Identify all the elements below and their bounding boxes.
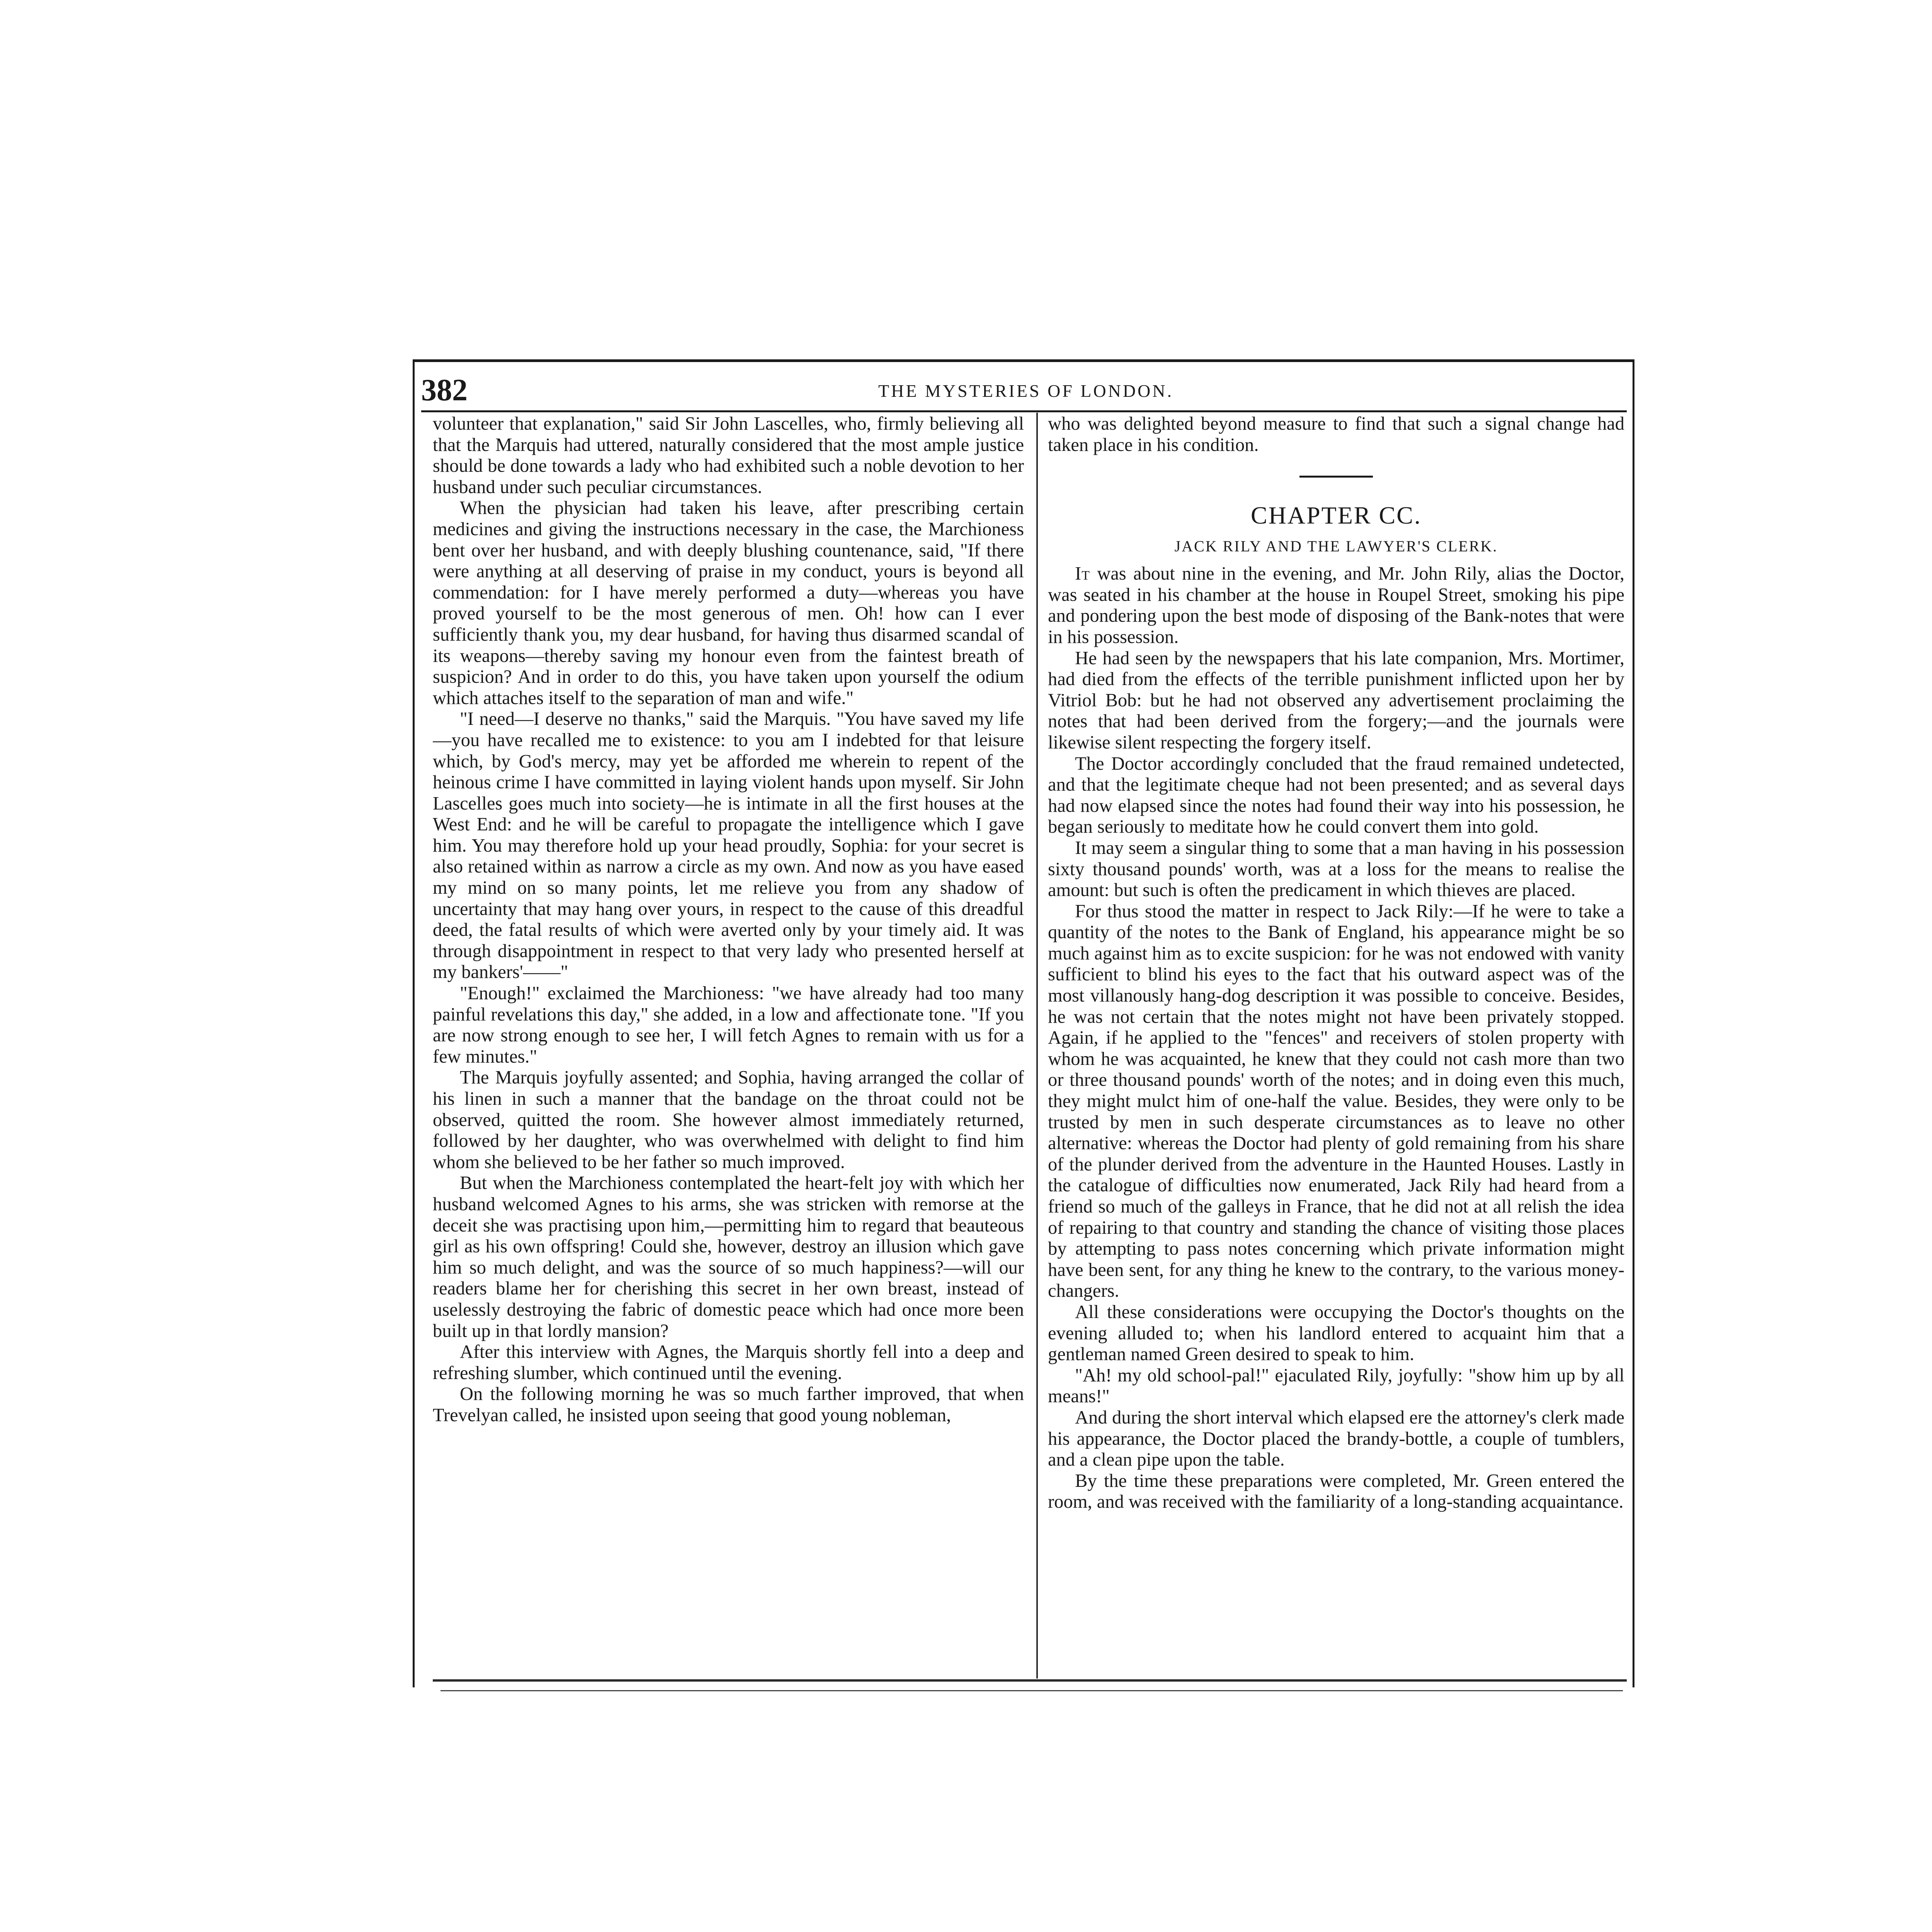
opening-text: was about nine in the evening, and Mr. John Rily, alias the Doctor, was seated in his chamber at the house in Roupel Street, smoking his pipe and pondering upon the best mode of disposing of the Bank-notes that were in his possession. (1048, 563, 1624, 647)
chapter-subtitle: JACK RILY AND THE LAWYER'S CLERK. (1174, 537, 1498, 555)
left-column (433, 413, 1024, 1677)
paragraph: After this interview with Agnes, the Marquis shortly fell into a deep and refreshing slumber, which continued until the evening. (433, 1342, 1024, 1383)
paragraph: By the time these preparations were completed, Mr. Green entered the room, and was received with the familiarity of a long-standing acquaintance. (1048, 1470, 1624, 1512)
running-head (421, 373, 1631, 408)
paragraph: And during the short interval which elapsed ere the attorney's clerk made his appearance, the Doctor placed the brandy-bottle, a couple of tumblers, and a clean pipe upon the table. (1048, 1407, 1624, 1470)
chapter-title: CHAPTER CC. (1251, 502, 1422, 529)
continuation-paragraph: who was delighted beyond measure to find that such a signal change had taken place in his condition. (1048, 413, 1624, 455)
paragraph: All these considerations were occupying the Doctor's thoughts on the evening alluded to; when his landlord entered to acquaint him that a gentleman named Green desired to speak to him. (1048, 1301, 1624, 1365)
lead-word: It (1075, 563, 1090, 584)
bottom-rule (433, 1679, 1627, 1682)
section-rule (1299, 476, 1373, 478)
paragraph: It may seem a singular thing to some that a man having in his possession sixty thousand pounds' worth, was at a loss for the means to realise the amount: but such is often the predicament in which thieves are placed. (1048, 837, 1624, 901)
paragraph: The Doctor accordingly concluded that the fraud remained undetected, and that the legitimate cheque had not been presented; and as several days had now elapsed since the notes had found their way into his possession, he began seriously to meditate how he could convert them into gold. (1048, 753, 1624, 837)
right-column (1048, 413, 1624, 1677)
chapter-opening-paragraph (1048, 563, 1624, 648)
column-divider (1036, 413, 1038, 1679)
paragraph: For thus stood the matter in respect to Jack Rily:—If he were to take a quantity of the notes to the Bank of England, his appearance might be so much against him as to excite suspicion: for he was not endowed with vanity sufficient to blind his eyes to the fact that his outward aspect was of the most villanously hang-dog description it was possible to conceive. Besides, he was not certain that the notes might not have been privately stopped. Again, if he applied to the "fences" and receivers of stolen property with whom he was acquainted, he knew that they could not cash more than two or three thousand pounds' worth of the notes; and in doing even this much, they might mulct him of one-half the value. Besides, they were only to be trusted by men in such desperate circumstances as to leave no other alternative: whereas the Doctor had plenty of gold remaining from his share of the plunder derived from the adventure in the Haunted Houses. Lastly in the catalogue of difficulties now enumerated, Jack Rily had heard from a friend so much of the galleys in France, that he did not at all relish the idea of repairing to that country and standing the chance of visiting those places by attempting to pass notes concerning which private information might have been sent, for any thing he knew to the contrary, to the various money-changers. (1048, 901, 1624, 1301)
paragraph: volunteer that explanation," said Sir John Lascelles, who, firmly believing all that the Marquis had uttered, naturally considered that the most ample justice should be done towards a lady who had exhibited such a noble devotion to her husband under such peculiar circumstances. (433, 413, 1024, 497)
paragraph: The Marquis joyfully assented; and Sophia, having arranged the collar of his linen in such a manner that the bandage on the throat could not be observed, quitted the room. She however almost immediately returned, followed by her daughter, who was overwhelmed with delight to find him whom she believed to be her father so much improved. (433, 1067, 1024, 1172)
paragraph: On the following morning he was so much farther improved, that when Trevelyan called, he insisted upon seeing that good young nobleman, (433, 1384, 1024, 1425)
paragraph: "Ah! my old school-pal!" ejaculated Rily, joyfully: "show him up by all means!" (1048, 1365, 1624, 1407)
paragraph: He had seen by the newspapers that his late companion, Mrs. Mortimer, had died from the effects of the terrible punishment inflicted upon her by Vitriol Bob: but he had not observed any advertisement proclaiming the notes that had been derived from the forgery;—and the journals were likewise silent respecting the forgery itself. (1048, 648, 1624, 753)
paragraph: "Enough!" exclaimed the Marchioness: "we have already had too many painful revelations this day," she added, in a low and affectionate tone. "If you are now strong enough to see her, I will fetch Agnes to remain with us for a few minutes." (433, 983, 1024, 1067)
page-number: 382 (421, 373, 468, 407)
running-title: THE MYSTERIES OF LONDON. (878, 381, 1173, 401)
paragraph: "I need—I deserve no thanks," said the Marquis. "You have saved my life—you have recalled me to existence: to you am I indebted for that leisure which, by God's mercy, may yet be afforded me wherein to repent of the heinous crime I have committed in laying violent hands upon myself. Sir John Lascelles goes much into society—he is intimate in all the first houses at the West End: and he will be careful to propagate the intelligence which I gave him. You may therefore hold up your head proudly, Sophia: for your secret is also retained within as narrow a circle as my own. And now as you have eased my mind on so many points, let me relieve you from any shadow of uncertainty that may hang over yours, in respect to the cause of this dreadful deed, the fatal results of which were averted only by your timely aid. It was through disappointment in respect to that very lady who presented herself at my bankers'——" (433, 709, 1024, 983)
paragraph: When the physician had taken his leave, after prescribing certain medicines and giving the instructions necessary in the case, the Marchioness bent over her husband, and with deeply blushing countenance, said, "If there were anything at all deserving of praise in my conduct, yours is beyond all commendation: for I have merely performed a duty—whereas you have proved yourself to be the most generous of men. Oh! how can I ever sufficiently thank you, my dear husband, for having thus disarmed scandal of its weapons—thereby saving my honour even from the faintest breath of suspicion? And in order to do this, you have taken upon yourself the odium which attaches itself to the separation of man and wife." (433, 498, 1024, 708)
paragraph: But when the Marchioness contemplated the heart-felt joy with which her husband welcomed Agnes to his arms, she was stricken with remorse at the deceit she was practising upon him,—permitting him to regard that beauteous girl as his own offspring! Could she, however, destroy an illusion which gave him so much delight, and was the source of so much happiness?—will our readers blame her for cherishing this secret in her own breast, instead of uselessly destroying the fabric of domestic peace which had once more been built up in that lordly mansion? (433, 1173, 1024, 1341)
header-rule (421, 410, 1627, 412)
bottom-rule-inner (440, 1690, 1623, 1691)
